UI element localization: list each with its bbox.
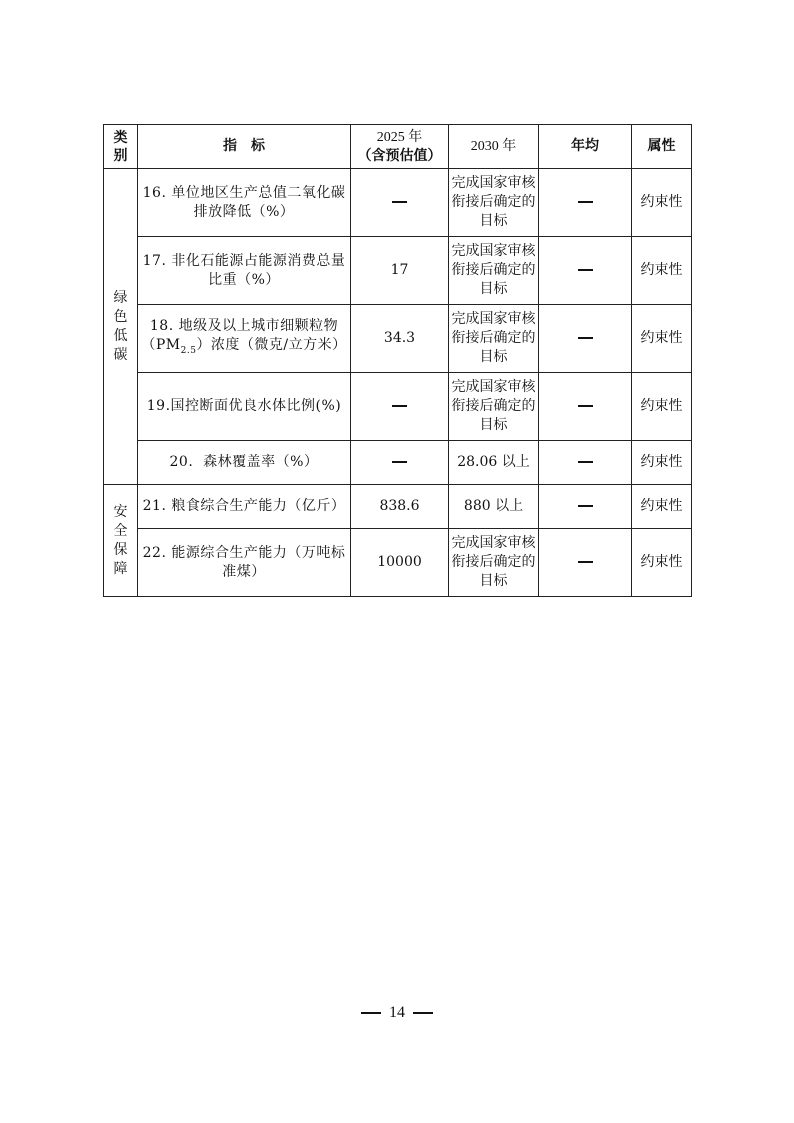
attribute-cell: 约束性 xyxy=(632,373,692,441)
category-green xyxy=(104,169,138,485)
indicator-cell: 21. 粮食综合生产能力（亿斤） xyxy=(138,485,351,529)
annual-cell xyxy=(539,485,632,529)
value-2025-cell xyxy=(351,441,449,485)
attribute-cell: 约束性 xyxy=(632,441,692,485)
value-2025-cell: 10000 xyxy=(351,529,449,597)
annual-cell xyxy=(539,529,632,597)
dash-mark xyxy=(392,405,407,407)
value-2030-cell: 完成国家审核衔接后确定的目标 xyxy=(449,237,539,305)
header-category-text: 类别 xyxy=(113,129,128,164)
indicator-cell: 19.国控断面优良水体比例(%) xyxy=(138,373,351,441)
indicator-subscript: 2.5 xyxy=(180,345,197,356)
table-header-row xyxy=(104,125,692,169)
page-number-text: 14 xyxy=(389,1004,405,1021)
value-2030-cell: 完成国家审核衔接后确定的目标 xyxy=(449,373,539,441)
page-dash-left xyxy=(361,1012,381,1014)
dash-mark xyxy=(578,201,593,203)
indicator-cell: 17. 非化石能源占能源消费总量比重（%） xyxy=(138,237,351,305)
indicator-cell: 20. 森林覆盖率（%） xyxy=(138,441,351,485)
dash-mark xyxy=(578,269,593,271)
dash-mark xyxy=(578,461,593,463)
header-2025 xyxy=(351,125,449,169)
table-row xyxy=(104,237,692,305)
header-2025-line1: 2025 年 xyxy=(376,129,423,145)
annual-cell xyxy=(539,373,632,441)
value-2025-cell: 17 xyxy=(351,237,449,305)
page-dash-right xyxy=(413,1012,433,1014)
header-indicator: 指 标 xyxy=(138,125,351,169)
header-annual: 年均 xyxy=(539,125,632,169)
table-row xyxy=(104,441,692,485)
value-2030-cell: 880 以上 xyxy=(449,485,539,529)
value-2025-cell: 838.6 xyxy=(351,485,449,529)
indicator-table xyxy=(103,124,692,597)
table-row xyxy=(104,305,692,373)
category-char: 色 xyxy=(113,308,128,325)
value-2030-cell: 完成国家审核衔接后确定的目标 xyxy=(449,305,539,373)
category-char: 碳 xyxy=(113,346,128,363)
header-attribute: 属性 xyxy=(632,125,692,169)
annual-cell xyxy=(539,441,632,485)
header-2030: 2030 年 xyxy=(449,125,539,169)
indicator-cell xyxy=(138,305,351,373)
dash-mark xyxy=(578,505,593,507)
page-number xyxy=(0,1004,794,1022)
value-2025-cell xyxy=(351,373,449,441)
indicator-cell: 16. 单位地区生产总值二氧化碳排放降低（%） xyxy=(138,169,351,237)
value-2025-cell xyxy=(351,169,449,237)
attribute-cell: 约束性 xyxy=(632,485,692,529)
header-category xyxy=(104,125,138,169)
category-char: 保 xyxy=(113,541,128,558)
table-row xyxy=(104,485,692,529)
dash-mark xyxy=(578,561,593,563)
value-2025-cell: 34.3 xyxy=(351,305,449,373)
category-char: 低 xyxy=(113,327,128,344)
table-row xyxy=(104,169,692,237)
header-2025-line2: （含预估值） xyxy=(357,147,442,164)
attribute-cell: 约束性 xyxy=(632,529,692,597)
indicator-text: 18. 地级及以上城市细颗粒物（PM xyxy=(141,317,339,353)
category-char: 安 xyxy=(113,503,128,520)
attribute-cell: 约束性 xyxy=(632,237,692,305)
value-2030-cell: 完成国家审核衔接后确定的目标 xyxy=(449,529,539,597)
indicator-text: ）浓度（微克/立方米） xyxy=(196,336,347,353)
value-2030-cell: 完成国家审核衔接后确定的目标 xyxy=(449,169,539,237)
category-security xyxy=(104,485,138,597)
category-char: 全 xyxy=(113,522,128,539)
dash-mark xyxy=(578,337,593,339)
attribute-cell: 约束性 xyxy=(632,305,692,373)
dash-mark xyxy=(392,461,407,463)
annual-cell xyxy=(539,169,632,237)
dash-mark xyxy=(392,201,407,203)
table-row xyxy=(104,373,692,441)
category-char: 障 xyxy=(113,560,128,577)
annual-cell xyxy=(539,237,632,305)
category-char: 绿 xyxy=(113,289,128,306)
indicator-cell: 22. 能源综合生产能力（万吨标准煤） xyxy=(138,529,351,597)
annual-cell xyxy=(539,305,632,373)
value-2030-cell: 28.06 以上 xyxy=(449,441,539,485)
dash-mark xyxy=(578,405,593,407)
table-row xyxy=(104,529,692,597)
attribute-cell: 约束性 xyxy=(632,169,692,237)
